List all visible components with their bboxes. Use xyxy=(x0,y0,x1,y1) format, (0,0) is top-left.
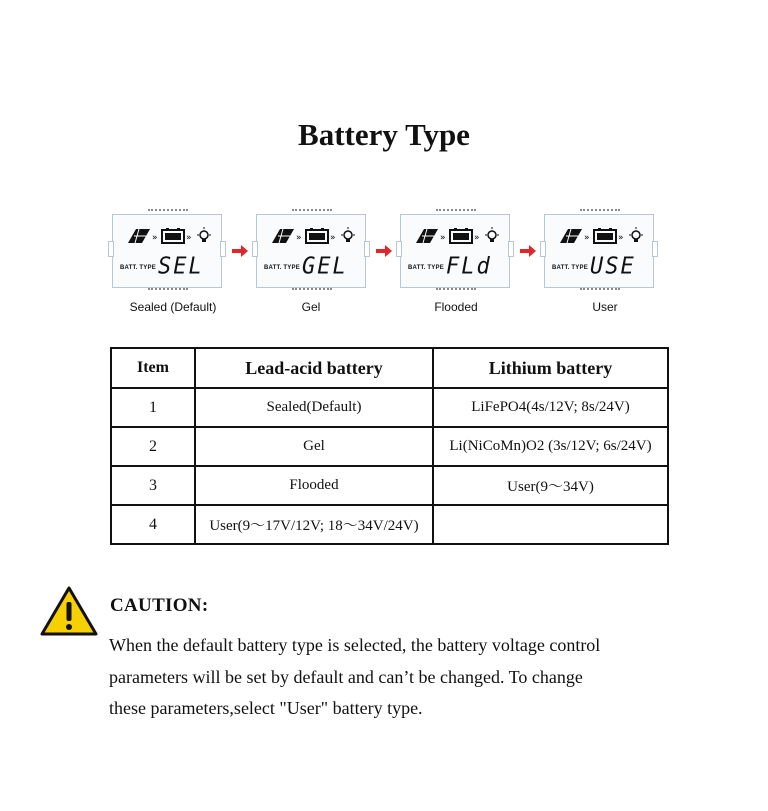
solar-panel-icon xyxy=(560,229,582,243)
battery-icon xyxy=(450,228,472,243)
lcd-dots xyxy=(580,288,620,293)
cell-lead-acid: User(9～17V/12V; 18～34V/24V) xyxy=(195,505,433,544)
right-arrow-icon xyxy=(520,245,536,257)
load-bulb-icon xyxy=(341,227,355,242)
cell-lead-acid: Gel xyxy=(195,427,433,466)
caution-line: parameters will be set by default and can’t be changed. To change xyxy=(109,666,583,687)
batt-type-label: BATT. TYPE xyxy=(264,265,300,271)
svg-text:»: » xyxy=(296,233,302,243)
lcd-caption-sealed: Sealed (Default) xyxy=(129,300,217,314)
batt-type-label: BATT. TYPE xyxy=(552,265,588,271)
lcd-panel-gel xyxy=(252,208,370,294)
batt-type-label: BATT. TYPE xyxy=(120,265,156,271)
batt-type-label: BATT. TYPE xyxy=(408,265,444,271)
right-arrow-icon xyxy=(376,245,392,257)
warning-triangle-icon xyxy=(39,585,99,637)
load-bulb-icon xyxy=(197,227,211,242)
cell-item: 4 xyxy=(111,505,195,544)
caution-title: CAUTION: xyxy=(110,595,209,616)
table-row xyxy=(111,388,668,427)
battery-icon xyxy=(162,228,184,243)
solar-panel-icon xyxy=(128,229,150,243)
load-bulb-icon xyxy=(629,227,643,242)
svg-text:»: » xyxy=(440,233,446,243)
solar-panel-icon xyxy=(416,229,438,243)
lcd-segment-text: FLd xyxy=(446,253,492,280)
cell-lead-acid: Flooded xyxy=(195,466,433,505)
header-item: Item xyxy=(111,348,195,388)
caution-line: When the default battery type is selected, the battery voltage control xyxy=(109,635,601,655)
cell-lead-acid: Sealed(Default) xyxy=(195,388,433,427)
lcd-segment-text: GEL xyxy=(302,253,348,280)
lcd-panel-sealed xyxy=(108,208,226,294)
lcd-side-tab xyxy=(108,241,114,257)
lcd-status-icons xyxy=(556,225,646,247)
load-bulb-icon xyxy=(485,227,499,242)
lcd-caption-gel: Gel xyxy=(301,300,321,314)
lcd-caption-user: User xyxy=(592,300,618,314)
header-lithium: Lithium battery xyxy=(433,348,668,388)
svg-text:»: » xyxy=(186,233,192,243)
lcd-side-tab xyxy=(508,241,514,257)
page-title: Battery Type xyxy=(298,117,470,152)
lcd-side-tab xyxy=(220,241,226,257)
svg-text:»: » xyxy=(584,233,590,243)
table-row xyxy=(111,505,668,544)
svg-text:»: » xyxy=(618,233,624,243)
solar-panel-icon xyxy=(272,229,294,243)
flow-arrows-icon: » xyxy=(152,233,158,243)
cell-item: 2 xyxy=(111,427,195,466)
svg-text:»: » xyxy=(474,233,480,243)
lcd-dots xyxy=(436,288,476,293)
lcd-panel-user xyxy=(540,208,658,294)
header-lead-acid: Lead-acid battery xyxy=(195,348,433,388)
cell-lithium: LiFePO4(4s/12V; 8s/24V) xyxy=(433,388,668,427)
cell-lithium: Li(NiCoMn)O2 (3s/12V; 6s/24V) xyxy=(433,427,668,466)
lcd-segment-text: SEL xyxy=(158,253,204,280)
lcd-caption-flooded: Flooded xyxy=(434,300,478,314)
svg-text:»: » xyxy=(330,233,336,243)
table-row xyxy=(111,427,668,466)
battery-type-table xyxy=(110,347,669,545)
cell-item: 3 xyxy=(111,466,195,505)
right-arrow-icon xyxy=(232,245,248,257)
cell-item: 1 xyxy=(111,388,195,427)
lcd-panel-row xyxy=(108,208,660,318)
table-header-row xyxy=(111,348,668,388)
lcd-side-tab xyxy=(364,241,370,257)
lcd-side-tab xyxy=(252,241,258,257)
lcd-status-icons xyxy=(268,225,358,247)
lcd-side-tab xyxy=(652,241,658,257)
caution-text xyxy=(109,630,709,725)
caution-line: these parameters,select "User" battery type. xyxy=(109,698,423,718)
lcd-status-icons xyxy=(124,225,214,247)
lcd-status-icons xyxy=(412,225,502,247)
table-row xyxy=(111,466,668,505)
lcd-panel-flooded xyxy=(396,208,514,294)
lcd-dots xyxy=(292,288,332,293)
cell-lithium: User(9～34V) xyxy=(433,466,668,505)
cell-lithium xyxy=(433,505,668,544)
battery-icon xyxy=(594,228,616,243)
lcd-side-tab xyxy=(396,241,402,257)
lcd-segment-text: USE xyxy=(590,253,636,280)
lcd-dots xyxy=(148,288,188,293)
lcd-side-tab xyxy=(540,241,546,257)
battery-icon xyxy=(306,228,328,243)
